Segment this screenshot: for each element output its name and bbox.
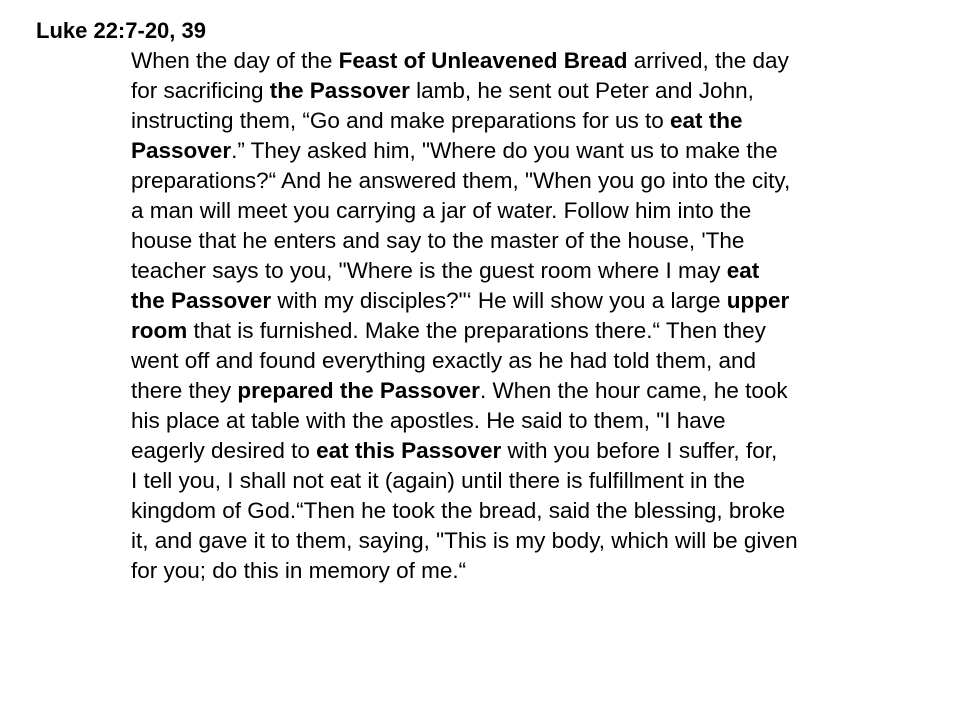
passage-text: . When the hour came, he took his place at table with the apostles. He said to them, "I have eagerly desired to (131, 378, 788, 463)
passage-text: with my disciples?"‘ He will show you a large (271, 288, 727, 313)
scripture-passage (131, 46, 941, 586)
passage-text: with you before I suffer, for, I tell you, I shall not eat it (again) until there is fulfillment in the kingdom of God.“Then he took the bread, said the blessing, broke it, and gave it to them, saying, "This is my body, which will be given for you; do this in memory of me.“ (131, 438, 798, 583)
emphasized-phrase: eat this Passover (316, 438, 502, 463)
emphasized-phrase: upper room (131, 288, 790, 343)
passage-text: arrived, the day for sacrificing (131, 48, 789, 103)
emphasized-phrase: prepared the Passover (237, 378, 480, 403)
passage-text: that is furnished. Make the preparations there.“ Then they went off and found everything exactly as he had told them, and there they (131, 318, 766, 403)
scripture-reference-heading: Luke 22:7-20, 39 (36, 18, 206, 43)
passage-text: lamb, he sent out Peter and John, instructing them, “Go and make preparations for us to (131, 78, 754, 133)
emphasized-phrase: the Passover (269, 78, 410, 103)
emphasized-phrase: Feast of Unleavened Bread (338, 48, 628, 73)
passage-text: When the day of the (131, 48, 339, 73)
emphasized-phrase: eat the Passover (131, 258, 760, 313)
emphasized-phrase: eat the Passover (131, 108, 743, 163)
passage-text: .” They asked him, "Where do you want us to make the preparations?“ And he answered them, "When you go into the city, a man will meet you carrying a jar of water. Follow him into the house that he enters and say to the master of the house, 'The teacher says to you, "Where is the guest room where I may (131, 138, 791, 283)
